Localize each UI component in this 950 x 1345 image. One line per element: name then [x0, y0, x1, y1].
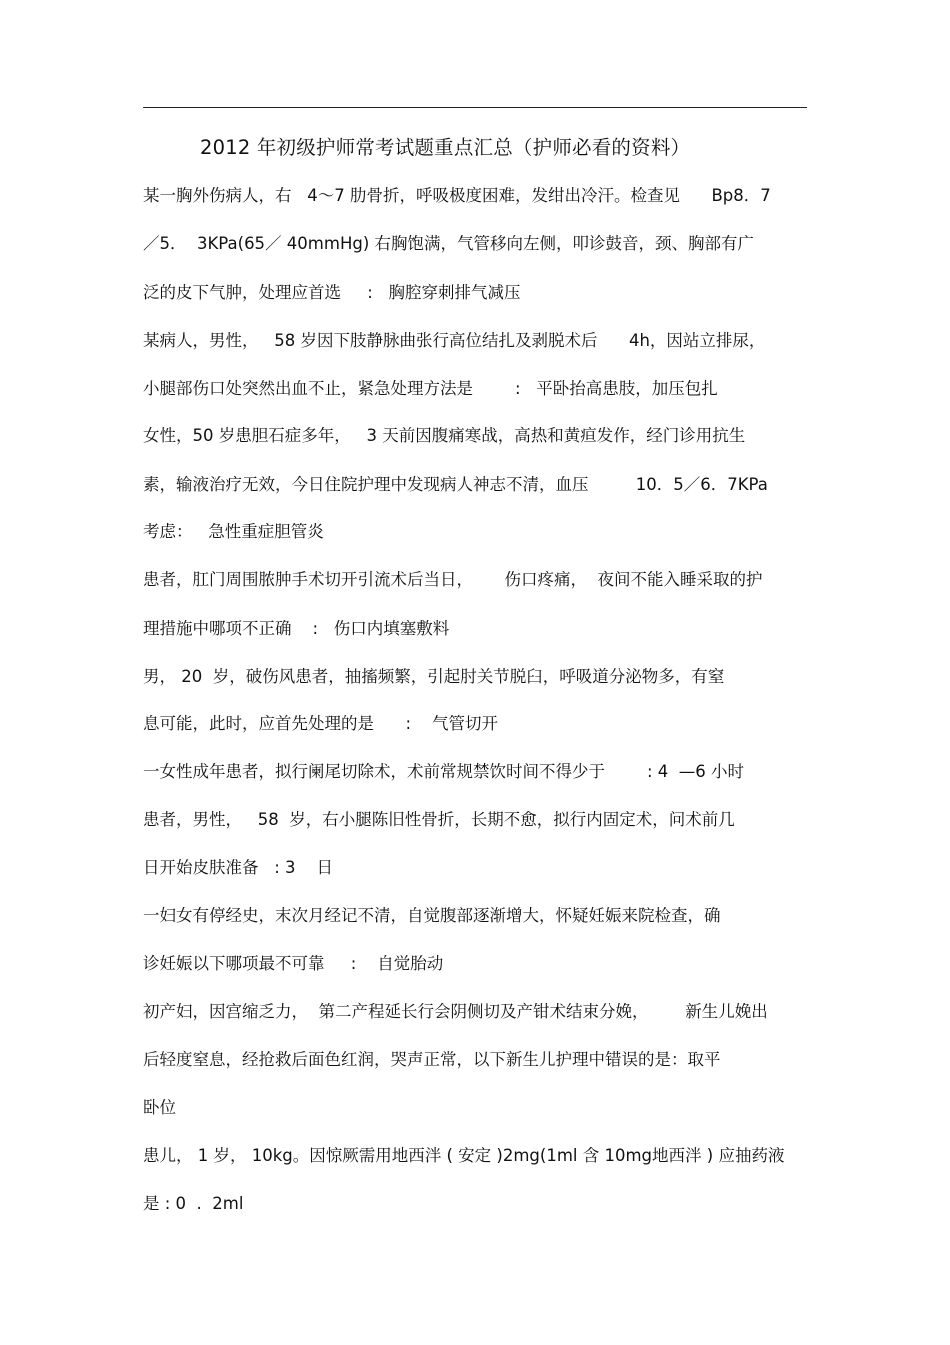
document-title: 2012 年初级护师常考试题重点汇总（护师必看的资料）	[200, 136, 691, 159]
body-line: 患者，男性， 58 岁，右小腿陈旧性骨折，长期不愈，拟行内固定术，问术前几	[143, 810, 735, 829]
body-line: 考虑： 急性重症胆管炎	[143, 522, 324, 541]
body-line: 是 : 0 . 2ml	[143, 1194, 244, 1213]
body-line: 日开始皮肤准备 : 3 日	[143, 858, 334, 877]
body-line: 卧位	[143, 1098, 176, 1117]
body-line: 一女性成年患者，拟行阑尾切除术，术前常规禁饮时间不得少于 : 4 —6 小时	[143, 762, 744, 781]
body-line: 患儿， 1 岁， 10kg。因惊厥需用地西泮 ( 安定 )2mg(1ml 含 10mg地西泮 ) 应抽药液	[143, 1146, 785, 1165]
body-line: 男， 20 岁，破伤风患者，抽搐频繁，引起肘关节脱臼，呼吸道分泌物多，有窒	[143, 667, 725, 686]
body-line: 素，输液治疗无效，今日住院护理中发现病人神志不清，血压 10．5／6．7KPa	[143, 475, 768, 494]
body-line: ／5． 3KPa(65／ 40mmHg) 右胸饱满，气管移向左侧，叩诊鼓音，颈、胸部有广	[143, 234, 755, 253]
body-line: 女性，50 岁患胆石症多年， 3 天前因腹痛寒战，高热和黄疸发作，经门诊用抗生	[143, 426, 746, 445]
body-line: 一妇女有停经史，末次月经记不清，自觉腹部逐渐增大，怀疑妊娠来院检查，确	[143, 906, 721, 925]
body-line: 小腿部伤口处突然出血不止，紧急处理方法是 : 平卧抬高患肢，加压包扎	[143, 379, 718, 398]
body-line: 初产妇，因宫缩乏力， 第二产程延长行会阴侧切及产钳术结束分娩， 新生儿娩出	[143, 1002, 768, 1021]
body-line: 某一胸外伤病人，右 4～7 肋骨折，呼吸极度困难，发绀出冷汗。检查见 Bp8．7	[143, 186, 771, 205]
body-line: 泛的皮下气肿，处理应首选 : 胸腔穿刺排气减压	[143, 283, 521, 302]
header-rule	[143, 107, 807, 108]
body-line: 理措施中哪项不正确 : 伤口内填塞敷料	[143, 619, 450, 638]
body-line: 后轻度窒息，经抢救后面色红润，哭声正常，以下新生儿护理中错误的是：取平	[143, 1050, 721, 1069]
body-line: 诊妊娠以下哪项最不可靠 : 自觉胎动	[143, 954, 444, 973]
body-line: 患者，肛门周围脓肿手术切开引流术后当日， 伤口疼痛， 夜间不能入睡采取的护	[143, 570, 763, 589]
body-line: 某病人，男性， 58 岁因下肢静脉曲张行高位结扎及剥脱术后 4h，因站立排尿，	[143, 331, 766, 350]
body-line: 息可能，此时，应首先处理的是 : 气管切开	[143, 714, 499, 733]
